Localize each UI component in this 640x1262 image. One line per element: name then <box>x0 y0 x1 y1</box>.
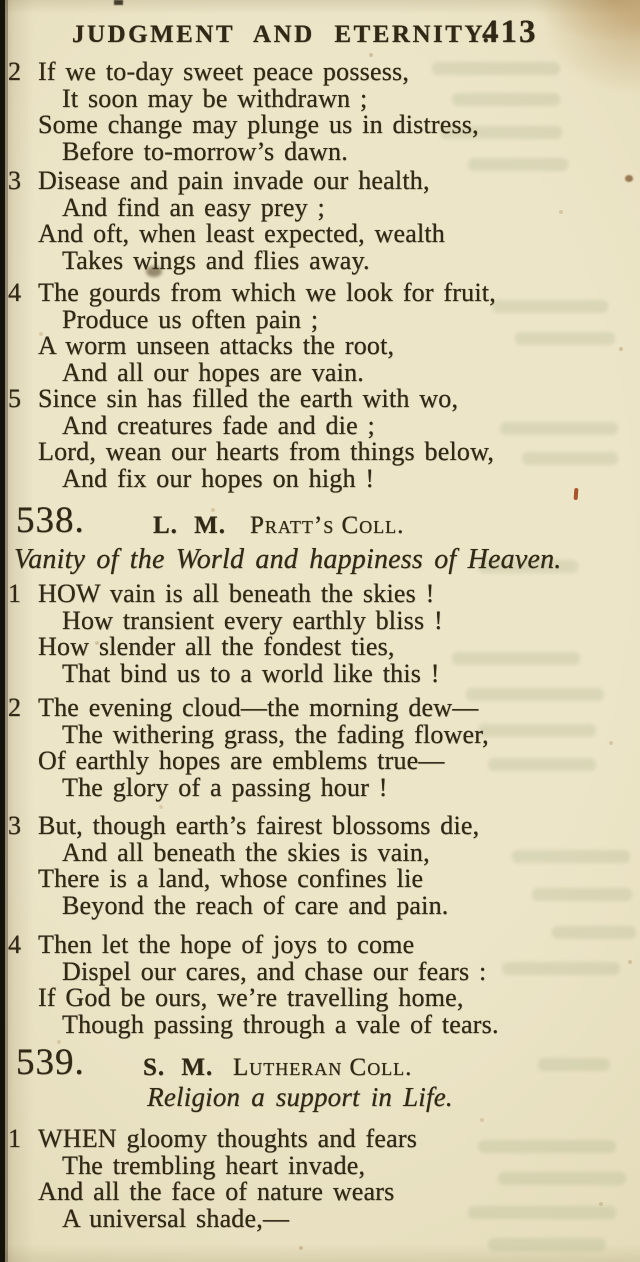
foxing-spot <box>625 175 633 182</box>
verse-number: 2 <box>8 693 21 722</box>
verse-line: Though passing through a vale of tears. <box>62 1009 499 1039</box>
verse-line: The glory of a passing hour ! <box>62 772 388 802</box>
verse-line: The trembling heart invade, <box>62 1150 366 1180</box>
verse <box>8 932 608 1038</box>
verse-line: Dispel our cares, and chase our fears : <box>62 956 487 986</box>
verse-line: The gourds from which we look for fruit, <box>38 278 496 307</box>
verse-line: Takes wings and flies away. <box>62 245 370 275</box>
verse-number: 4 <box>8 930 21 959</box>
verse-number: 2 <box>8 57 21 86</box>
verse-line: How slender all the fondest ties, <box>38 632 395 661</box>
verse-number: 5 <box>8 384 21 413</box>
page-number: 413 <box>482 14 538 50</box>
verse-line: Lord, wean our hearts from things below, <box>38 437 495 466</box>
hymn-538-subtitle: Vanity of the World and happiness of Heaven. <box>14 544 562 575</box>
verse-line: Before to-morrow’s dawn. <box>62 136 348 166</box>
bleedthrough-mark <box>488 1238 606 1251</box>
verse <box>8 280 608 386</box>
verse-line: Produce us often pain ; <box>62 304 319 334</box>
verse-line: Of earthly hopes are emblems true— <box>38 746 445 775</box>
hymn-meter: S. M. <box>143 1054 214 1081</box>
verse-line: Beyond the reach of care and pain. <box>62 890 449 920</box>
verse-number: 4 <box>8 278 21 307</box>
verse-line: The evening cloud—the morning dew— <box>38 693 479 722</box>
verse-line: There is a land, whose confines lie <box>38 864 424 893</box>
verse-line: A worm unseen attacks the root, <box>38 331 395 360</box>
paper-specks <box>0 0 2 2</box>
verse-line: That bind us to a world like this ! <box>62 658 440 688</box>
section-title: JUDGMENT AND ETERNITY. <box>72 21 492 48</box>
verse-line: And creatures fade and die ; <box>62 410 375 440</box>
verse-line: How transient every earthly bliss ! <box>62 605 443 635</box>
verse <box>8 386 608 492</box>
verse <box>8 1126 608 1232</box>
verse-line: If God be ours, we’re travelling home, <box>38 983 464 1012</box>
verse-line: A universal shade,— <box>62 1203 290 1233</box>
verse-line: And fix our hopes on high ! <box>62 463 375 493</box>
hymn-source: Pratt’s Coll. <box>250 512 405 539</box>
verse <box>8 813 608 919</box>
verse-line: But, though earth’s fairest blossoms die, <box>38 811 480 840</box>
verse-line: Disease and pain invade our health, <box>38 166 430 195</box>
verse-number: 3 <box>8 166 21 195</box>
verse-line: WHEN gloomy thoughts and fears <box>38 1124 418 1153</box>
verse <box>8 168 608 274</box>
verse-line: The withering grass, the fading flower, <box>62 719 489 749</box>
verse <box>8 695 608 801</box>
hymn-number: 538. <box>16 500 85 541</box>
hymn-539-subtitle: Religion a support in Life. <box>147 1082 453 1112</box>
hymn-source: Lutheran Coll. <box>233 1054 413 1081</box>
verse-line: It soon may be withdrawn ; <box>62 83 368 113</box>
verse <box>8 581 608 687</box>
hymn-meter: L. M. <box>153 512 227 539</box>
verse-line: Then let the hope of joys to come <box>38 930 415 959</box>
verse-line: Some change may plunge us in distress, <box>38 110 479 139</box>
verse-line: And all our hopes are vain. <box>62 357 364 387</box>
verse-line: Since sin has filled the earth with wo, <box>38 384 459 413</box>
verse-line: And all beneath the skies is vain, <box>62 837 430 867</box>
running-header <box>0 14 640 56</box>
verse-number: 1 <box>8 1124 21 1153</box>
verse-line: And oft, when least expected, wealth <box>38 219 446 248</box>
verse-line: HOW vain is all beneath the skies ! <box>38 579 435 608</box>
verse-number: 3 <box>8 811 21 840</box>
verse-line: If we to-day sweet peace possess, <box>38 57 410 86</box>
verse-line: And find an easy prey ; <box>62 192 325 222</box>
hymn-number: 539. <box>16 1042 85 1083</box>
verse-line: And all the face of nature wears <box>38 1177 395 1206</box>
hymn-538-heading <box>0 502 640 546</box>
scan-notch <box>114 0 123 5</box>
verse-number: 1 <box>8 579 21 608</box>
verse <box>8 59 608 165</box>
